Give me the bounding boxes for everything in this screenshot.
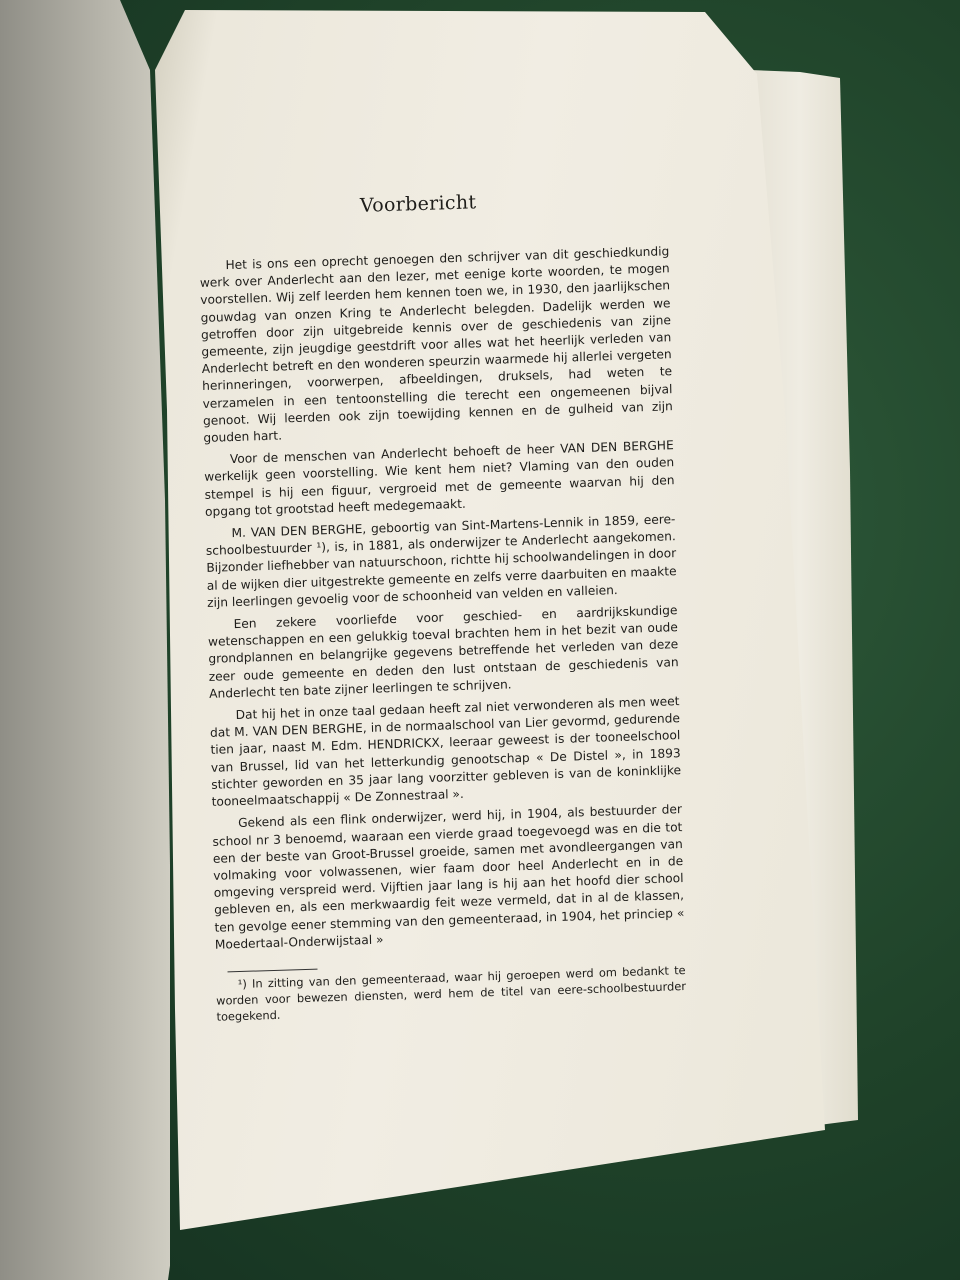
- paragraph: Een zekere voorliefde voor geschied- en aardrijkskundige wetenschappen en een gelukkig toeval brachten hem in het bezit van oude grondplannen en belangrijke gegevens betreffende het verleden van deze zeer oude gemeente en deden den lust ontstaan de geschiedenis van Anderlecht ten bate zijner leerlingen te schrijven.: [207, 603, 679, 701]
- footnote: ¹) In zitting van den gemeenteraad, waar hij geroepen werd om bedankt te worden voor bewezen diensten, werd hem de titel van eere-schoolbestuurder toegekend.: [216, 962, 687, 1024]
- paragraph: M. VAN DEN BERGHE, geboortig van Sint-Martens-Lennik in 1859, eere-schoolbestuurder ¹), is, in 1881, als onderwijzer te Anderlecht aangekomen. Bijzonder liefhebber van natuurschoon, richtte hij schoolwandelingen in door al de wijken dier uitgestrekte gemeente en zelfs verre daarbuiten en maakte zijn leerlingen gevoelig voor de schoonheid van velden en valleien.: [205, 512, 677, 610]
- paragraph: Het is ons een oprecht genoegen den schrijver van dit geschiedkundig werk over Anderlecht aan den lezer, met eenige korte woorden, te mogen voorstellen. Wij zelf leerden hem kennen toen we, in 1930, den jaarlijkschen gouwdag van onzen Kring te Anderlecht belegden. Dadelijk werden we getroffen door zijn uitgebreide kennis over de geschiedenis van zijne gemeente, zijn jeugdige geestdrift voor alles wat het heerlijk verleden van Anderlecht betreft en den wonderen speurzin waarmede hij allerlei vergeten herinneringen, voorwerpen, afbeeldingen, druksels, had weten te verzamelen in een tentoonstelling die terecht een ongemeenen bijval genoot. Wij leerden ook zijn toewijding kennen en de gulheid van zijn gouden hart.: [199, 244, 673, 445]
- paragraph: Dat hij het in onze taal gedaan heeft zal niet verwonderen als men weet dat M. VAN DEN BERGHE, in de normaalschool van Lier gevormd, gedurende tien jaar, naast M. Edm. HENDRICKX, leeraar geweest is der tooneelschool van Brussel, lid van het letterkundig genootschap « De Distel », in 1893 stichter geworden en 35 jaar lang voorzitter gebleven is van de koninklijke tooneelmaatschappij « De Zonnestraal ».: [209, 694, 682, 809]
- paragraph: Voor de menschen van Anderlecht behoeft de heer VAN DEN BERGHE werkelijk geen voorstelling. Wie kent hem niet? Vlaming van den ouden stempel is hij een figuur, vergroeid met de gemeente waarvan hij den opgang tot grootstad heeft medegemaakt.: [204, 438, 675, 519]
- body-text: [199, 243, 685, 954]
- footnote-rule: [228, 969, 318, 973]
- left-page-edge: [0, 0, 170, 1280]
- page-text: [198, 185, 687, 1024]
- page-title: Voorbericht: [359, 191, 477, 217]
- paragraph: Gekend als een flink onderwijzer, werd hij, in 1904, als bestuurder der school nr 3 benoemd, waaraan een vierde graad toegevoegd was en die tot een der beste van Groot-Brussel groeide, samen met avondleergangen van volmaking voor volwassenen, wier faam door heel Anderlecht en in de omgeving verspreid werd. Vijftien jaar lang is hij aan het hoofd dier school gebleven en, als een merkwaardig feit weze vermeld, dat in al de klassen, ten gevolge eener stemming van den gemeenteraad, in 1904, het princiep « Moedertaal-Onderwijstaal »: [212, 802, 685, 952]
